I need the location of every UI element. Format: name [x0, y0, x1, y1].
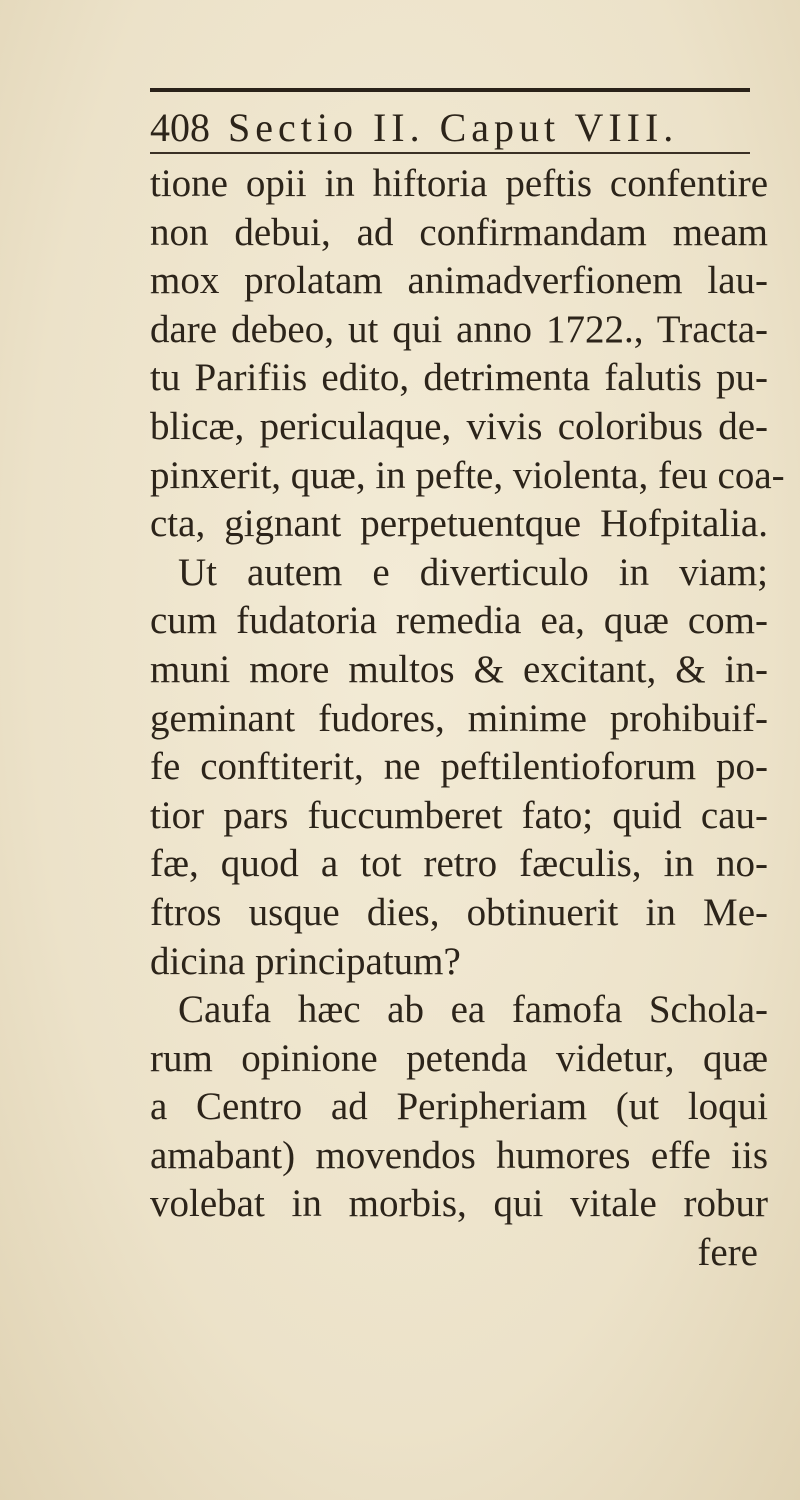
text-line: tione opii in hiftoria peftis confentire: [150, 162, 768, 205]
text-line: tior pars fuccumberet fato; quid cau-: [150, 793, 768, 837]
text-line: Caufa hæc ab ea famofa Schola-: [178, 988, 768, 1032]
text-line: blicæ, periculaque, vivis coloribus de-: [150, 404, 768, 448]
text-line: fe conftiterit, ne peftilentioforum po-: [150, 745, 768, 789]
text-line: muni more multos & excitant, & in-: [150, 647, 768, 691]
text-line: rum opinione petenda videtur, quæ: [150, 1036, 768, 1080]
text-line: amabant) movendos humores effe iis: [150, 1133, 768, 1177]
text-line: Ut autem e diverticulo in viam;: [178, 550, 768, 594]
header-bottom-rule: [150, 152, 750, 154]
text-line: ftros usque dies, obtinuerit in Me-: [150, 890, 768, 934]
running-head: [150, 104, 678, 150]
text-line: dicina principatum?: [150, 939, 461, 983]
text-line: non debui, ad confirmandam meam: [150, 210, 768, 254]
text-line: volebat in morbis, qui vitale robur: [150, 1182, 768, 1226]
text-line: dare debeo, ut qui anno 1722., Tracta-: [150, 307, 768, 351]
text-line: geminant fudores, minime prohibuif-: [150, 696, 768, 740]
running-title: Sectio II. Caput VIII.: [228, 105, 679, 150]
page-number: 408: [150, 105, 210, 150]
text-line: tu Parifiis edito, detrimenta falutis pu-: [150, 356, 768, 400]
catchword: fere: [697, 1231, 758, 1275]
text-line: mox prolatam animadverfionem lau-: [150, 259, 768, 303]
header-top-rule: [150, 88, 750, 92]
text-line: cta, gignant perpetuentque Hofpitalia.: [150, 502, 768, 546]
text-line: cum fudatoria remedia ea, quæ com-: [150, 599, 768, 643]
text-line: fæ, quod a tot retro fæculis, in no-: [150, 842, 768, 886]
text-line: pinxerit, quæ, in pefte, violenta, feu coa-: [150, 453, 785, 497]
text-line: a Centro ad Peripheriam (ut loqui: [150, 1085, 768, 1129]
body-text: [150, 160, 785, 1278]
